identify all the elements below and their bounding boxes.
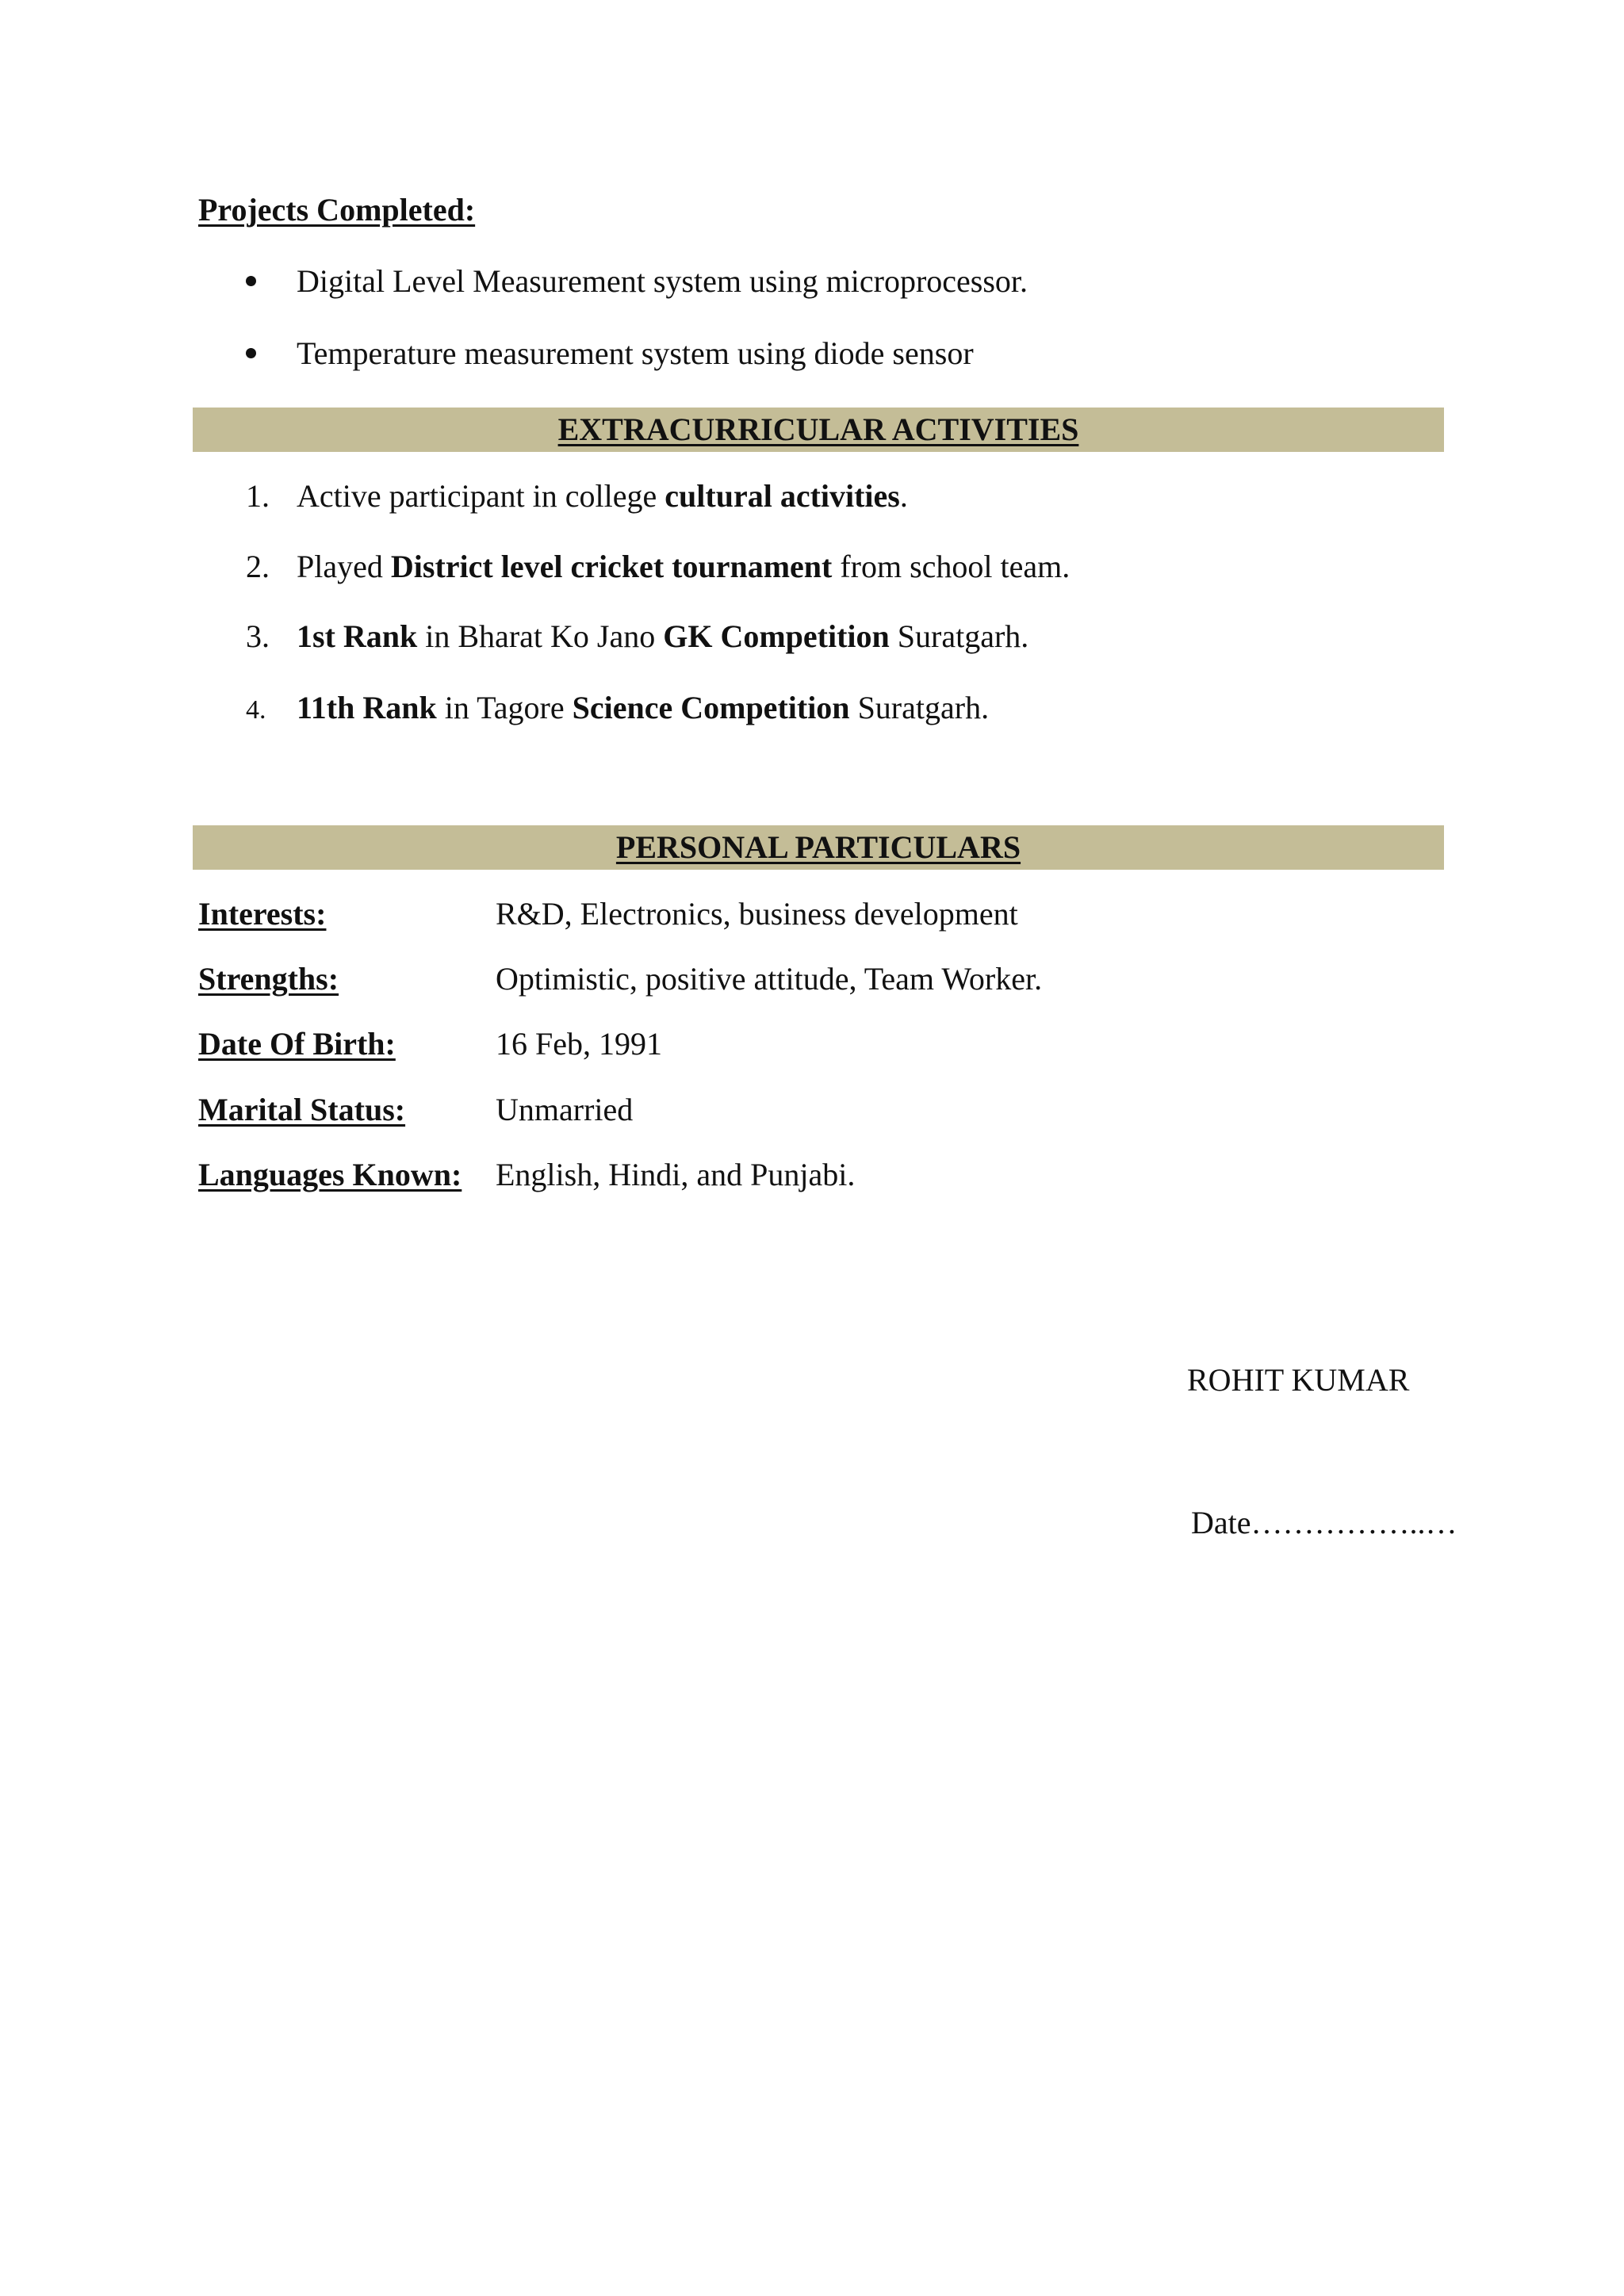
personal-label: Languages Known: xyxy=(198,1157,462,1192)
activity-bold: District level cricket tournament xyxy=(390,549,833,584)
personal-row xyxy=(198,1024,662,1064)
activity-item xyxy=(246,688,989,730)
activity-item xyxy=(246,547,1070,587)
activity-text: from school team. xyxy=(832,549,1071,584)
bullet-icon xyxy=(246,334,297,373)
activity-bold: 1st Rank xyxy=(297,618,418,654)
extracurricular-title: EXTRACURRICULAR ACTIVITIES xyxy=(557,411,1079,447)
activity-text: Suratgarh. xyxy=(849,690,990,725)
personal-value: Optimistic, positive attitude, Team Worker. xyxy=(496,961,1043,997)
bullet-icon xyxy=(246,262,297,301)
activity-text: in Bharat Ko Jano xyxy=(417,618,664,654)
personal-section-bar xyxy=(193,825,1444,870)
activity-text: Played xyxy=(297,549,391,584)
personal-value: R&D, Electronics, business development xyxy=(496,896,1018,932)
extracurricular-section-bar xyxy=(193,408,1444,452)
project-item xyxy=(246,262,1028,301)
project-item xyxy=(246,334,974,373)
activity-bold: GK Competition xyxy=(663,618,890,654)
project-item-text: Digital Level Measurement system using microprocessor. xyxy=(297,263,1028,299)
activity-text: Suratgarh. xyxy=(889,618,1029,654)
activity-number: 2. xyxy=(246,549,270,584)
personal-value: Unmarried xyxy=(496,1092,634,1127)
personal-row xyxy=(198,894,1018,934)
activity-text: . xyxy=(899,478,908,514)
personal-value: English, Hindi, and Punjabi. xyxy=(496,1157,856,1192)
personal-label: Interests: xyxy=(198,896,327,932)
signature-date: Date……………..… xyxy=(1191,1505,1457,1540)
personal-title: PERSONAL PARTICULARS xyxy=(615,829,1021,865)
personal-row xyxy=(198,1090,633,1130)
activity-item xyxy=(246,617,1028,656)
activity-text: in Tagore xyxy=(436,690,573,725)
activity-bold: 11th Rank xyxy=(297,690,437,725)
activity-bold: cultural activities xyxy=(665,478,900,514)
activity-bold: Science Competition xyxy=(572,690,850,725)
personal-label: Date Of Birth: xyxy=(198,1026,396,1062)
activity-number: 3. xyxy=(246,618,270,654)
personal-row xyxy=(198,959,1042,999)
personal-label: Strengths: xyxy=(198,961,339,997)
activity-number: 4. xyxy=(246,695,266,725)
personal-label: Marital Status: xyxy=(198,1092,406,1127)
projects-title: Projects Completed: xyxy=(198,192,476,228)
personal-row xyxy=(198,1155,855,1195)
signature-name: ROHIT KUMAR xyxy=(1187,1362,1410,1398)
activity-number: 1. xyxy=(246,478,270,514)
project-item-text: Temperature measurement system using diode sensor xyxy=(297,335,974,371)
personal-value: 16 Feb, 1991 xyxy=(496,1026,662,1062)
activity-item xyxy=(246,476,908,516)
activity-text: Active participant in college xyxy=(297,478,665,514)
